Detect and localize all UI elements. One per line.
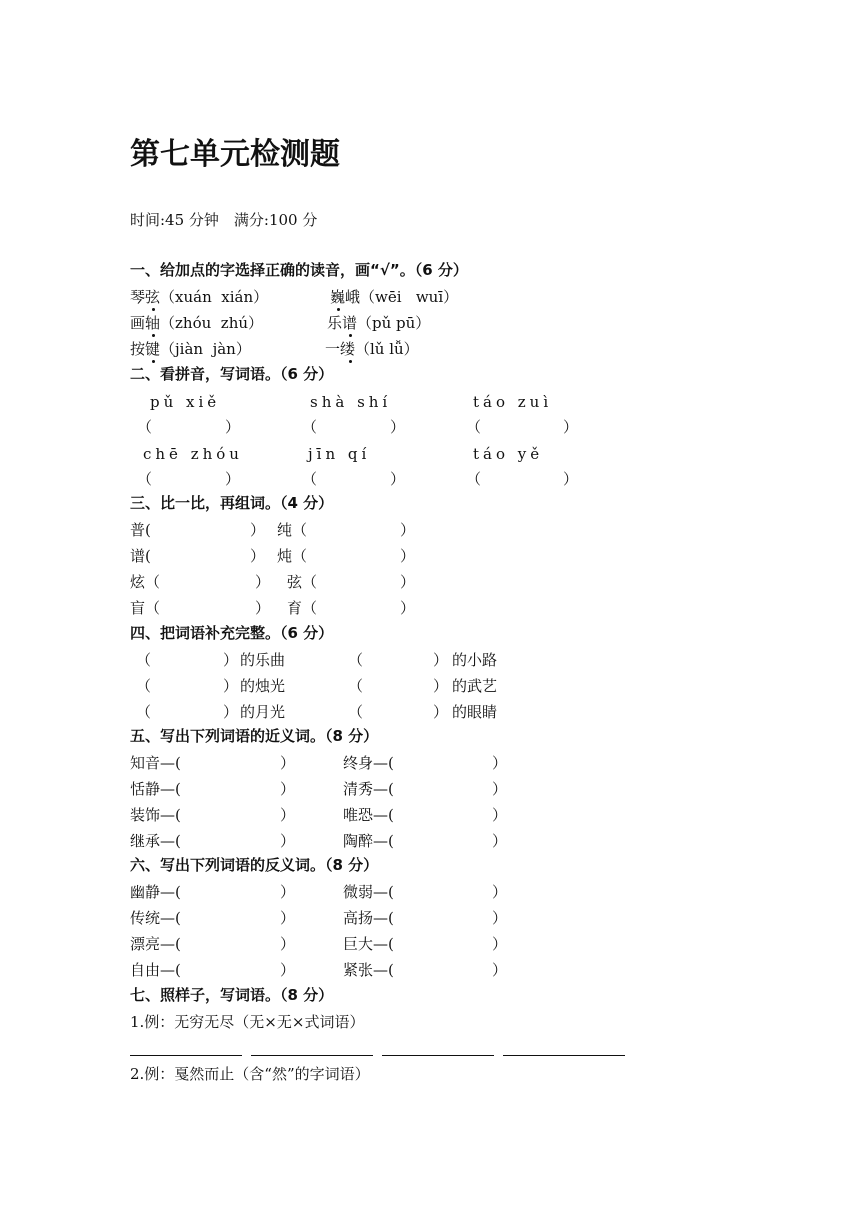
- synonym-paren-close: ）: [492, 754, 508, 772]
- item-weie: 巍峨（wēi wuī）: [330, 288, 459, 306]
- fill-paren-open: （: [136, 651, 152, 669]
- pinyin-chezhou: chē zhóu: [143, 445, 243, 463]
- item-yuepu: 乐谱（pǔ pū）: [327, 314, 431, 332]
- synonym-paren-close: ）: [492, 806, 508, 824]
- antonym-right: 微弱—(: [343, 883, 394, 901]
- antonym-paren-close: ）: [492, 961, 508, 979]
- answer-paren-open: （: [302, 470, 318, 488]
- synonym-paren-close: ）: [280, 832, 296, 850]
- answer-paren-open: （: [466, 418, 482, 436]
- synonym-right: 陶醉—(: [343, 832, 394, 850]
- pinyin-puxie: pǔ xiě: [150, 393, 221, 411]
- answer-paren-close: ）: [225, 418, 241, 436]
- section-3-heading: 三、比一比，再组词。（4 分）: [130, 494, 334, 512]
- antonym-paren-close: ）: [280, 961, 296, 979]
- synonym-paren-close: ）: [280, 806, 296, 824]
- antonym-left: 漂亮—(: [130, 935, 181, 953]
- answer-line: [251, 1055, 373, 1056]
- antonym-paren-close: ）: [280, 935, 296, 953]
- antonym-right: 巨大—(: [343, 935, 394, 953]
- compare-right: 弦（: [287, 573, 318, 591]
- antonym-left: 幽静—(: [130, 883, 181, 901]
- fill-paren-open: （: [136, 703, 152, 721]
- antonym-paren-close: ）: [492, 909, 508, 927]
- fill-phrase: 的眼睛: [452, 703, 498, 721]
- fill-paren-close: ）: [223, 703, 239, 721]
- fill-paren-close: ）: [433, 651, 449, 669]
- compare-left: 盲（: [130, 599, 161, 617]
- item-yilv: 一缕（lǔ lǚ）: [325, 340, 419, 358]
- fill-paren-open: （: [348, 677, 364, 695]
- fill-phrase: 的小路: [452, 651, 498, 669]
- synonym-paren-close: ）: [280, 780, 296, 798]
- synonym-paren-close: ）: [280, 754, 296, 772]
- answer-paren-close: ）: [563, 418, 579, 436]
- emphasis-dot: [337, 308, 340, 311]
- pinyin-jinqi: jīn qí: [308, 445, 371, 463]
- fill-phrase: 的烛光: [240, 677, 286, 695]
- synonym-right: 终身—(: [343, 754, 394, 772]
- antonym-left: 自由—(: [130, 961, 181, 979]
- fill-paren-close: ）: [433, 677, 449, 695]
- antonym-left: 传统—(: [130, 909, 181, 927]
- fill-paren-close: ）: [223, 677, 239, 695]
- item-qinxian: 琴弦（xuán xián）: [130, 288, 269, 306]
- compare-right: 炖（: [277, 547, 308, 565]
- example-2: 2.例：戛然而止（含“然”的字词语）: [130, 1065, 370, 1083]
- synonym-left: 继承—(: [130, 832, 181, 850]
- section-7-heading: 七、照样子，写词语。（8 分）: [130, 986, 334, 1004]
- synonym-paren-close: ）: [492, 780, 508, 798]
- pinyin-taoye: táo yě: [473, 445, 544, 463]
- answer-line: [503, 1055, 625, 1056]
- emphasis-dot: [349, 360, 352, 363]
- synonym-right: 清秀—(: [343, 780, 394, 798]
- answer-paren-open: （: [302, 418, 318, 436]
- synonym-left: 装饰—(: [130, 806, 181, 824]
- compare-paren-close: ）: [400, 599, 416, 617]
- fill-phrase: 的乐曲: [240, 651, 286, 669]
- answer-paren-close: ）: [563, 470, 579, 488]
- section-2-heading: 二、看拼音，写词语。（6 分）: [130, 365, 334, 383]
- compare-paren-close: ）: [250, 547, 266, 565]
- compare-paren-close: ）: [400, 521, 416, 539]
- section-5-heading: 五、写出下列词语的近义词。（8 分）: [130, 727, 379, 745]
- answer-line: [130, 1055, 242, 1056]
- fill-paren-open: （: [136, 677, 152, 695]
- fill-phrase: 的月光: [240, 703, 286, 721]
- synonym-left: 知音—(: [130, 754, 181, 772]
- answer-paren-close: ）: [390, 470, 406, 488]
- answer-paren-open: （: [137, 418, 153, 436]
- example-1: 1.例：无穷无尽（无×无×式词语）: [130, 1013, 365, 1031]
- antonym-paren-close: ）: [280, 909, 296, 927]
- fill-paren-close: ）: [433, 703, 449, 721]
- page-title: 第七单元检测题: [130, 137, 340, 172]
- fill-paren-open: （: [348, 703, 364, 721]
- compare-paren-close: ）: [255, 573, 271, 591]
- compare-paren-close: ）: [400, 573, 416, 591]
- compare-paren-close: ）: [250, 521, 266, 539]
- emphasis-dot: [152, 308, 155, 311]
- compare-right: 育（: [287, 599, 318, 617]
- antonym-right: 紧张—(: [343, 961, 394, 979]
- fill-phrase: 的武艺: [452, 677, 498, 695]
- pinyin-shashi: shà shí: [310, 393, 392, 411]
- compare-paren-close: ）: [400, 547, 416, 565]
- answer-line: [382, 1055, 494, 1056]
- emphasis-dot: [349, 334, 352, 337]
- answer-paren-open: （: [137, 470, 153, 488]
- emphasis-dot: [152, 334, 155, 337]
- compare-left: 谱(: [130, 547, 151, 565]
- section-1-heading: 一、给加点的字选择正确的读音，画“√”。（6 分）: [130, 261, 468, 279]
- answer-paren-close: ）: [390, 418, 406, 436]
- fill-paren-open: （: [348, 651, 364, 669]
- compare-right: 纯（: [277, 521, 308, 539]
- answer-paren-open: （: [466, 470, 482, 488]
- antonym-paren-close: ）: [492, 883, 508, 901]
- exam-meta: 时间:45 分钟 满分:100 分: [130, 211, 318, 229]
- antonym-right: 高扬—(: [343, 909, 394, 927]
- synonym-right: 唯恐—(: [343, 806, 394, 824]
- pinyin-taozui: táo zuì: [473, 393, 553, 411]
- synonym-paren-close: ）: [492, 832, 508, 850]
- fill-paren-close: ）: [223, 651, 239, 669]
- compare-left: 普(: [130, 521, 151, 539]
- compare-left: 炫（: [130, 573, 161, 591]
- compare-paren-close: ）: [255, 599, 271, 617]
- antonym-paren-close: ）: [280, 883, 296, 901]
- answer-paren-close: ）: [225, 470, 241, 488]
- item-anjian: 按键（jiàn jàn）: [130, 340, 251, 358]
- item-huazhou: 画轴（zhóu zhú）: [130, 314, 264, 332]
- emphasis-dot: [152, 360, 155, 363]
- section-4-heading: 四、把词语补充完整。（6 分）: [130, 624, 334, 642]
- antonym-paren-close: ）: [492, 935, 508, 953]
- section-6-heading: 六、写出下列词语的反义词。（8 分）: [130, 856, 379, 874]
- synonym-left: 恬静—(: [130, 780, 181, 798]
